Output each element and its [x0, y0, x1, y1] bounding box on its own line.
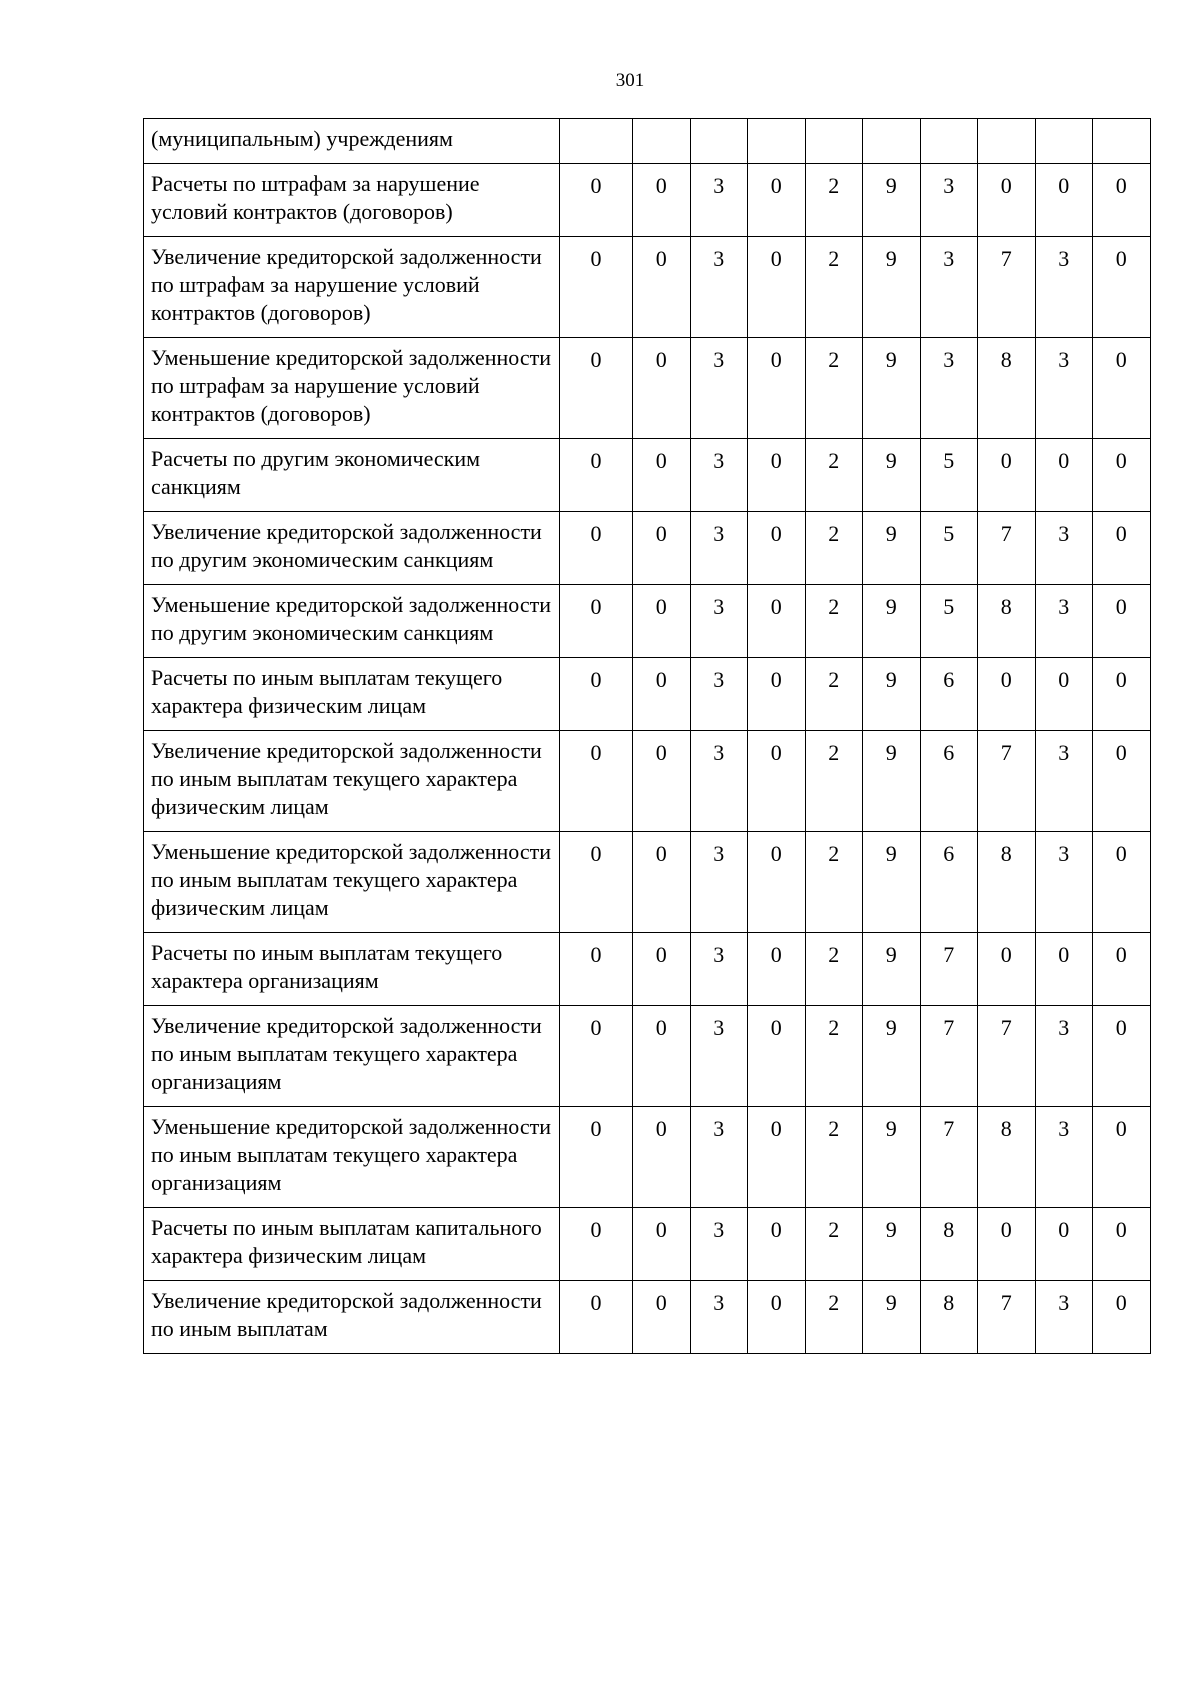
code-digit-cell: 0 [1093, 164, 1151, 237]
code-digit-cell: 2 [805, 832, 863, 933]
code-digit-cell: 0 [1093, 658, 1151, 731]
code-digit-cell: 0 [748, 832, 806, 933]
code-digit-cell: 3 [690, 832, 748, 933]
row-label: Расчеты по иным выплатам капитального характера физическим лицам [144, 1208, 560, 1281]
code-digit-cell: 0 [1093, 585, 1151, 658]
code-digit-cell [690, 119, 748, 164]
code-digit-cell: 0 [633, 338, 691, 439]
code-digit-cell: 0 [748, 1208, 806, 1281]
code-digit-cell: 0 [633, 1208, 691, 1281]
code-digit-cell: 0 [1093, 237, 1151, 338]
code-digit-cell: 0 [560, 1107, 633, 1208]
code-digit-cell: 3 [690, 1006, 748, 1107]
code-digit-cell: 3 [1035, 1281, 1093, 1354]
code-digit-cell: 9 [863, 1281, 921, 1354]
code-digit-cell: 3 [1035, 731, 1093, 832]
code-digit-cell: 7 [920, 1107, 978, 1208]
code-digit-cell: 3 [690, 338, 748, 439]
table-row [144, 832, 1151, 933]
code-digit-cell: 0 [748, 1006, 806, 1107]
table-row [144, 1208, 1151, 1281]
code-digit-cell: 8 [978, 338, 1036, 439]
table-row [144, 1107, 1151, 1208]
row-label: Увеличение кредиторской задолженности по иным выплатам текущего характера организациям [144, 1006, 560, 1107]
code-digit-cell: 0 [748, 439, 806, 512]
code-digit-cell: 9 [863, 731, 921, 832]
code-digit-cell: 2 [805, 731, 863, 832]
code-digit-cell: 8 [978, 585, 1036, 658]
code-digit-cell: 0 [748, 933, 806, 1006]
code-digit-cell: 3 [690, 585, 748, 658]
code-digit-cell: 0 [978, 439, 1036, 512]
code-digit-cell: 0 [748, 585, 806, 658]
code-digit-cell: 0 [560, 658, 633, 731]
code-digit-cell: 0 [633, 237, 691, 338]
code-digit-cell: 2 [805, 164, 863, 237]
code-digit-cell: 7 [978, 1281, 1036, 1354]
code-digit-cell: 3 [1035, 832, 1093, 933]
code-digit-cell: 9 [863, 1006, 921, 1107]
code-digit-cell: 2 [805, 512, 863, 585]
row-label: Уменьшение кредиторской задолженности по штрафам за нарушение условий контрактов (договоров) [144, 338, 560, 439]
code-digit-cell [1035, 119, 1093, 164]
row-label: (муниципальным) учреждениям [144, 119, 560, 164]
row-label: Расчеты по иным выплатам текущего характера физическим лицам [144, 658, 560, 731]
table-row [144, 585, 1151, 658]
code-digit-cell: 0 [633, 585, 691, 658]
code-digit-cell: 9 [863, 832, 921, 933]
code-digit-cell [1093, 119, 1151, 164]
code-digit-cell: 2 [805, 1006, 863, 1107]
code-digit-cell: 3 [1035, 512, 1093, 585]
code-digit-cell: 3 [690, 933, 748, 1006]
code-digit-cell: 3 [1035, 237, 1093, 338]
row-label: Уменьшение кредиторской задолженности по иным выплатам текущего характера физическим лицам [144, 832, 560, 933]
code-digit-cell: 3 [690, 1281, 748, 1354]
code-digit-cell: 0 [1035, 439, 1093, 512]
code-digit-cell: 0 [560, 1006, 633, 1107]
code-digit-cell: 0 [633, 512, 691, 585]
code-digit-cell: 7 [978, 237, 1036, 338]
code-digit-cell: 0 [1093, 1107, 1151, 1208]
code-digit-cell [978, 119, 1036, 164]
code-digit-cell: 0 [1093, 1006, 1151, 1107]
code-digit-cell: 2 [805, 1107, 863, 1208]
code-digit-cell: 0 [748, 512, 806, 585]
code-digit-cell: 9 [863, 164, 921, 237]
code-digit-cell: 0 [560, 439, 633, 512]
code-digit-cell: 0 [560, 1281, 633, 1354]
code-digit-cell: 9 [863, 1208, 921, 1281]
code-digit-cell: 0 [633, 1006, 691, 1107]
code-digit-cell: 7 [920, 933, 978, 1006]
code-digit-cell: 0 [1093, 731, 1151, 832]
code-digit-cell: 0 [633, 658, 691, 731]
code-digit-cell: 3 [920, 338, 978, 439]
table-body [144, 119, 1151, 1354]
code-digit-cell: 0 [633, 1281, 691, 1354]
code-digit-cell: 3 [690, 164, 748, 237]
table-row [144, 1006, 1151, 1107]
code-digit-cell: 3 [690, 439, 748, 512]
code-digit-cell: 3 [1035, 585, 1093, 658]
code-digit-cell: 0 [748, 237, 806, 338]
row-label: Уменьшение кредиторской задолженности по иным выплатам текущего характера организациям [144, 1107, 560, 1208]
table-row [144, 164, 1151, 237]
code-digit-cell: 0 [633, 933, 691, 1006]
code-digit-cell: 0 [1035, 658, 1093, 731]
code-digit-cell: 8 [920, 1208, 978, 1281]
code-digit-cell: 8 [978, 1107, 1036, 1208]
code-digit-cell: 0 [633, 731, 691, 832]
table-row [144, 338, 1151, 439]
code-digit-cell: 2 [805, 1281, 863, 1354]
code-digit-cell [805, 119, 863, 164]
table-row [144, 933, 1151, 1006]
code-digit-cell: 3 [690, 731, 748, 832]
code-digit-cell: 3 [690, 658, 748, 731]
code-digit-cell: 2 [805, 1208, 863, 1281]
code-digit-cell: 0 [560, 832, 633, 933]
code-digit-cell: 8 [920, 1281, 978, 1354]
code-digit-cell: 0 [1093, 338, 1151, 439]
code-digit-cell: 7 [978, 512, 1036, 585]
code-digit-cell: 3 [1035, 1107, 1093, 1208]
code-digit-cell: 9 [863, 512, 921, 585]
code-digit-cell: 0 [1035, 933, 1093, 1006]
table-row [144, 512, 1151, 585]
code-digit-cell: 0 [748, 1281, 806, 1354]
code-digit-cell: 3 [690, 1208, 748, 1281]
code-digit-cell: 2 [805, 338, 863, 439]
code-digit-cell: 0 [560, 237, 633, 338]
code-digit-cell: 3 [690, 237, 748, 338]
code-digit-cell: 0 [978, 164, 1036, 237]
code-digit-cell: 0 [560, 512, 633, 585]
code-digit-cell: 0 [1093, 1281, 1151, 1354]
code-digit-cell: 8 [978, 832, 1036, 933]
code-digit-cell: 3 [1035, 338, 1093, 439]
code-digit-cell: 0 [748, 164, 806, 237]
table-row [144, 237, 1151, 338]
code-digit-cell: 0 [560, 338, 633, 439]
code-digit-cell: 3 [1035, 1006, 1093, 1107]
code-digit-cell: 2 [805, 439, 863, 512]
code-digit-cell: 9 [863, 1107, 921, 1208]
code-digit-cell: 0 [560, 933, 633, 1006]
code-digit-cell: 0 [560, 164, 633, 237]
row-label: Расчеты по иным выплатам текущего характера организациям [144, 933, 560, 1006]
table-row [144, 731, 1151, 832]
page-number: 301 [615, 70, 645, 91]
table-row [144, 1281, 1151, 1354]
code-digit-cell: 5 [920, 439, 978, 512]
row-label: Увеличение кредиторской задолженности по штрафам за нарушение условий контрактов (договоров) [144, 237, 560, 338]
code-digit-cell: 0 [1093, 439, 1151, 512]
code-digit-cell [863, 119, 921, 164]
code-digit-cell: 9 [863, 237, 921, 338]
code-digit-cell: 0 [1093, 933, 1151, 1006]
code-digit-cell: 2 [805, 658, 863, 731]
code-digit-cell: 2 [805, 237, 863, 338]
code-digit-cell: 9 [863, 585, 921, 658]
row-label: Увеличение кредиторской задолженности по иным выплатам [144, 1281, 560, 1354]
row-label: Расчеты по другим экономическим санкциям [144, 439, 560, 512]
code-digit-cell: 0 [633, 439, 691, 512]
code-digit-cell: 7 [978, 731, 1036, 832]
code-digit-cell: 9 [863, 338, 921, 439]
code-digit-cell: 0 [560, 1208, 633, 1281]
code-digit-cell: 0 [1093, 512, 1151, 585]
code-digit-cell: 6 [920, 731, 978, 832]
code-digit-cell: 0 [560, 731, 633, 832]
code-digit-cell [633, 119, 691, 164]
table-row [144, 119, 1151, 164]
code-digit-cell: 9 [863, 933, 921, 1006]
code-digit-cell: 0 [1093, 1208, 1151, 1281]
row-label: Уменьшение кредиторской задолженности по другим экономическим санкциям [144, 585, 560, 658]
code-digit-cell: 0 [978, 1208, 1036, 1281]
code-digit-cell: 2 [805, 585, 863, 658]
code-digit-cell: 3 [690, 512, 748, 585]
code-digit-cell: 0 [560, 585, 633, 658]
code-digit-cell: 0 [748, 658, 806, 731]
code-digit-cell: 0 [978, 658, 1036, 731]
row-label: Увеличение кредиторской задолженности по другим экономическим санкциям [144, 512, 560, 585]
code-digit-cell: 0 [633, 1107, 691, 1208]
code-digit-cell: 9 [863, 439, 921, 512]
code-digit-cell [920, 119, 978, 164]
code-digit-cell: 0 [633, 832, 691, 933]
row-label: Увеличение кредиторской задолженности по иным выплатам текущего характера физическим лицам [144, 731, 560, 832]
code-digit-cell: 7 [920, 1006, 978, 1107]
code-digit-cell: 3 [920, 237, 978, 338]
row-label: Расчеты по штрафам за нарушение условий контрактов (договоров) [144, 164, 560, 237]
code-digit-cell [560, 119, 633, 164]
code-digit-cell: 0 [748, 731, 806, 832]
code-digit-cell: 7 [978, 1006, 1036, 1107]
code-digit-cell: 0 [748, 338, 806, 439]
code-digit-cell: 6 [920, 658, 978, 731]
code-digit-cell: 5 [920, 512, 978, 585]
code-digit-cell: 3 [920, 164, 978, 237]
code-digit-cell: 5 [920, 585, 978, 658]
code-digit-cell: 0 [1093, 832, 1151, 933]
accounts-table [143, 118, 1151, 1354]
table-row [144, 439, 1151, 512]
code-digit-cell [748, 119, 806, 164]
code-digit-cell: 3 [690, 1107, 748, 1208]
code-digit-cell: 0 [748, 1107, 806, 1208]
code-digit-cell: 0 [1035, 164, 1093, 237]
code-digit-cell: 0 [978, 933, 1036, 1006]
code-digit-cell: 6 [920, 832, 978, 933]
code-digit-cell: 0 [633, 164, 691, 237]
code-digit-cell: 2 [805, 933, 863, 1006]
code-digit-cell: 0 [1035, 1208, 1093, 1281]
code-digit-cell: 9 [863, 658, 921, 731]
table-row [144, 658, 1151, 731]
